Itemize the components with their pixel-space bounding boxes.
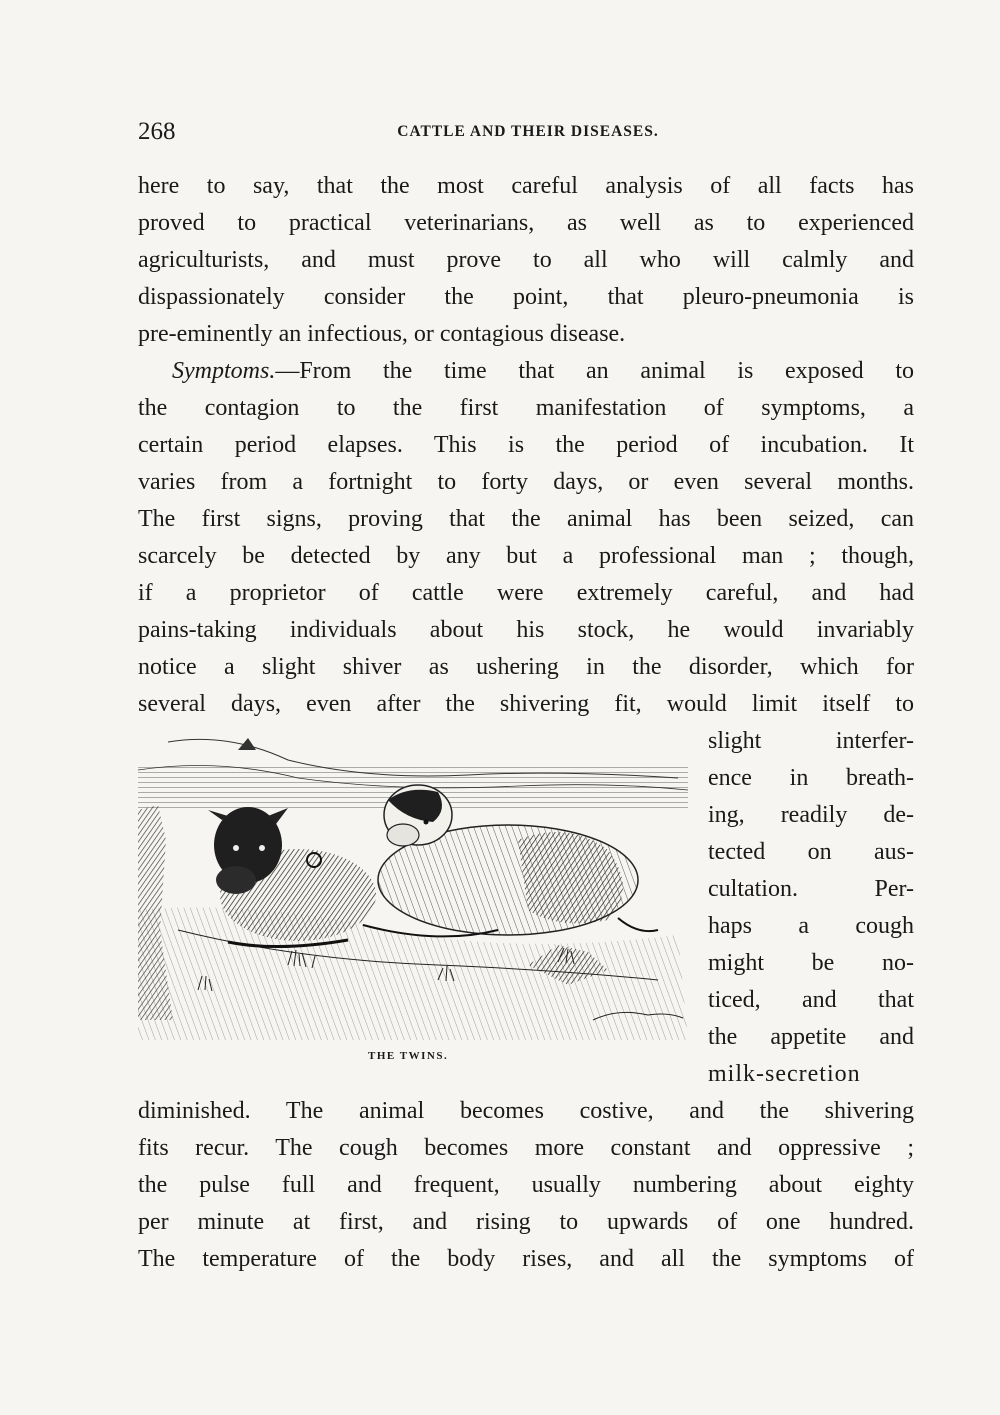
text-line: slight interfer- (708, 728, 914, 754)
text-line: scarcely be detected by any but a professional man ; though, (138, 543, 914, 569)
section-heading: Symptoms. (172, 358, 276, 384)
text-line: tected on aus- (708, 839, 914, 865)
text-line: the contagion to the first manifestation of symptoms, a (138, 395, 914, 421)
text-line: cultation. Per- (708, 876, 914, 902)
running-title: CATTLE AND THEIR DISEASES. (397, 123, 659, 140)
page-header (138, 118, 914, 148)
text-line: proved to practical veterinarians, as well as to experienced (138, 210, 914, 236)
paragraph-opening-line (172, 357, 914, 385)
figure-caption: THE TWINS. (368, 1050, 449, 1062)
text-line: here to say, that the most careful analysis of all facts has (138, 173, 914, 199)
text-line: the appetite and (708, 1024, 914, 1050)
text-line: pains-taking individuals about his stock, he would invariably (138, 617, 914, 643)
text-line: milk-secretion (708, 1061, 861, 1087)
text-line: might be no- (708, 950, 914, 976)
text-line: ing, readily de- (708, 802, 914, 828)
text-line: —From the time that an animal is exposed to (275, 358, 914, 384)
text-line: The first signs, proving that the animal has been seized, can (138, 506, 914, 532)
text-line: notice a slight shiver as ushering in the disorder, which for (138, 654, 914, 680)
text-line: pre-eminently an infectious, or contagious disease. (138, 321, 626, 347)
text-line: the pulse full and frequent, usually numbering about eighty (138, 1172, 914, 1198)
twins-engraving (138, 730, 688, 1040)
text-line: dispassionately consider the point, that pleuro-pneumonia is (138, 284, 914, 310)
text-line: ticed, and that (708, 987, 914, 1013)
text-line: ence in breath- (708, 765, 914, 791)
text-line: varies from a fortnight to forty days, or even several months. (138, 469, 914, 495)
text-line: diminished. The animal becomes costive, and the shivering (138, 1098, 914, 1124)
text-line: The temperature of the body rises, and all the symptoms of (138, 1246, 914, 1272)
text-line: per minute at first, and rising to upwards of one hundred. (138, 1209, 914, 1235)
text-line: fits recur. The cough becomes more constant and oppressive ; (138, 1135, 914, 1161)
text-line: certain period elapses. This is the period of incubation. It (138, 432, 914, 458)
text-line: agriculturists, and must prove to all who will calmly and (138, 247, 914, 273)
text-line: haps a cough (708, 913, 914, 939)
text-line: several days, even after the shivering fit, would limit itself to (138, 691, 914, 717)
text-line: if a proprietor of cattle were extremely careful, and had (138, 580, 914, 606)
page-number: 268 (138, 118, 176, 145)
